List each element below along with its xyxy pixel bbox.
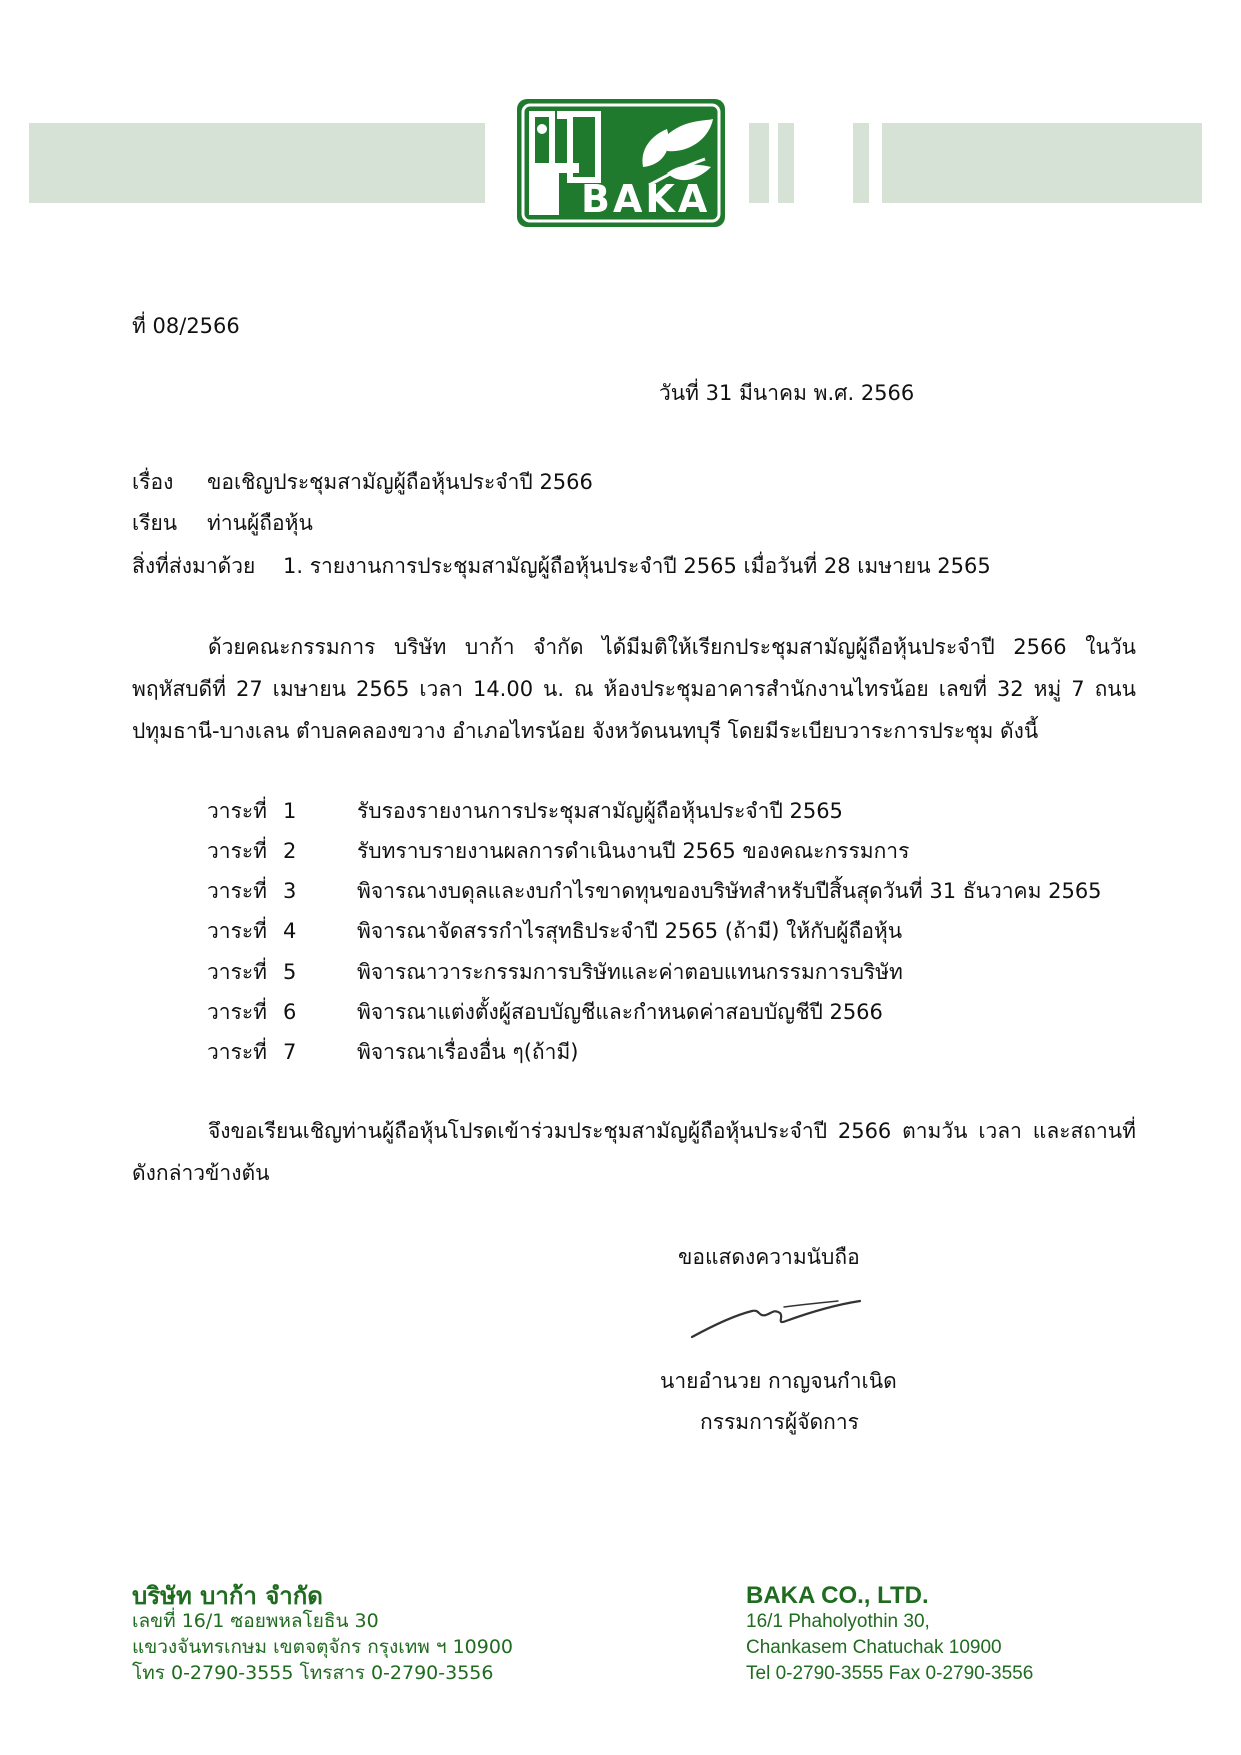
agenda-item <box>207 962 903 983</box>
footer-address1-en: 16/1 Phaholyothin 30, <box>746 1611 930 1632</box>
footer-phone-th: โทร 0-2790-3555 โทรสาร 0-2790-3556 <box>132 1662 494 1684</box>
footer-company-th: บริษัท บาก้า จำกัด <box>132 1582 323 1610</box>
regards-text: ขอแสดงความนับถือ <box>678 1245 860 1269</box>
agenda-text: พิจารณาแต่งตั้งผู้สอบบัญชีและกำหนดค่าสอบบัญชีปี 2566 <box>357 1000 883 1024</box>
agenda-label: วาระที่ <box>207 1000 267 1024</box>
recipient-label: เรียน <box>132 511 178 535</box>
footer-address1-th: เลขที่ 16/1 ซอยพหลโยธิน 30 <box>132 1610 379 1632</box>
baka-logo-text: BAKA <box>581 177 711 221</box>
agenda-label: วาระที่ <box>207 799 267 823</box>
signer-name: นายอำนวย กาญจนกำเนิด <box>660 1369 897 1393</box>
header-band-stripe-3 <box>853 123 869 203</box>
agenda-text: พิจารณาจัดสรรกำไรสุทธิประจำปี 2565 (ถ้ามี) ให้กับผู้ถือหุ้น <box>357 919 903 943</box>
recipient-text: ท่านผู้ถือหุ้น <box>207 511 313 535</box>
signature-icon <box>688 1295 864 1343</box>
closing-line: จึงขอเรียนเชิญท่านผู้ถือหุ้นโปรดเข้าร่วมประชุมสามัญผู้ถือหุ้นประจำปี 2566 ตามวัน เวลา และสถานที่ <box>208 1119 1136 1143</box>
agenda-label: วาระที่ <box>207 839 267 863</box>
footer-company-en: BAKA CO., LTD. <box>746 1582 929 1609</box>
footer-address2-en: Chankasem Chatuchak 10900 <box>746 1637 1002 1658</box>
agenda-item <box>207 841 909 862</box>
header-band-right <box>882 123 1202 203</box>
footer-address2-th: แขวงจันทรเกษม เขตจตุจักร กรุงเทพ ฯ 10900 <box>132 1636 514 1658</box>
subject-label: เรื่อง <box>132 470 174 494</box>
agenda-label: วาระที่ <box>207 879 267 903</box>
agenda-item <box>207 801 843 822</box>
subject-text: ขอเชิญประชุมสามัญผู้ถือหุ้นประจำปี 2566 <box>207 470 593 494</box>
header-band-left <box>29 123 485 203</box>
letter-date: วันที่ 31 มีนาคม พ.ศ. 2566 <box>659 381 915 405</box>
body-line: พฤหัสบดีที่ 27 เมษายน 2565 เวลา 14.00 น. ณ ห้องประชุมอาคารสำนักงานไทรน้อย เลขที่ 32 หมู่ 7 ถนน <box>132 677 1136 701</box>
agenda-item <box>207 1042 578 1063</box>
baka-logo <box>517 99 725 227</box>
header-band-stripe-2 <box>778 123 794 203</box>
agenda-label: วาระที่ <box>207 919 267 943</box>
agenda-number: 7 <box>283 1040 297 1064</box>
agenda-text: รับรองรายงานการประชุมสามัญผู้ถือหุ้นประจำปี 2565 <box>357 799 843 823</box>
agenda-text: พิจารณาวาระกรรมการบริษัทและค่าตอบแทนกรรมการบริษัท <box>357 960 903 984</box>
agenda-label: วาระที่ <box>207 1040 267 1064</box>
closing-paragraph <box>132 1110 1136 1194</box>
body-line: ปทุมธานี-บางเลน ตำบลคลองขวาง อำเภอไทรน้อย จังหวัดนนทบุรี โดยมีระเบียบวาระการประชุม ดังนี้ <box>132 719 1039 743</box>
agenda-number: 5 <box>283 960 297 984</box>
body-paragraph <box>132 626 1136 752</box>
agenda-label: วาระที่ <box>207 960 267 984</box>
reference-number: ที่ 08/2566 <box>132 314 240 338</box>
agenda-number: 1 <box>283 799 297 823</box>
body-line: ด้วยคณะกรรมการ บริษัท บาก้า จำกัด ได้มีมติให้เรียกประชุมสามัญผู้ถือหุ้นประจำปี 2566 ในวัน <box>208 635 1136 659</box>
closing-line: ดังกล่าวข้างต้น <box>132 1161 270 1185</box>
agenda-text: รับทราบรายงานผลการดำเนินงานปี 2565 ของคณะกรรมการ <box>357 839 910 863</box>
agenda-item <box>207 1002 883 1023</box>
agenda-number: 6 <box>283 1000 297 1024</box>
baka-logo-icon <box>517 99 725 227</box>
agenda-item <box>207 881 1102 902</box>
agenda-number: 2 <box>283 839 297 863</box>
enclosure-label: สิ่งที่ส่งมาด้วย <box>132 554 256 578</box>
footer-phone-en: Tel 0-2790-3555 Fax 0-2790-3556 <box>746 1663 1034 1684</box>
signer-title: กรรมการผู้จัดการ <box>700 1410 859 1434</box>
agenda-number: 3 <box>283 879 297 903</box>
agenda-text: พิจารณางบดุลและงบกำไรขาดทุนของบริษัทสำหรับปีสิ้นสุดวันที่ 31 ธันวาคม 2565 <box>357 879 1102 903</box>
agenda-text: พิจารณาเรื่องอื่น ๆ(ถ้ามี) <box>357 1040 579 1064</box>
agenda-number: 4 <box>283 919 297 943</box>
agenda-item <box>207 921 902 942</box>
header-band-stripe-1 <box>749 123 769 203</box>
enclosure-text: 1. รายงานการประชุมสามัญผู้ถือหุ้นประจำปี 2565 เมื่อวันที่ 28 เมษายน 2565 <box>283 554 991 578</box>
